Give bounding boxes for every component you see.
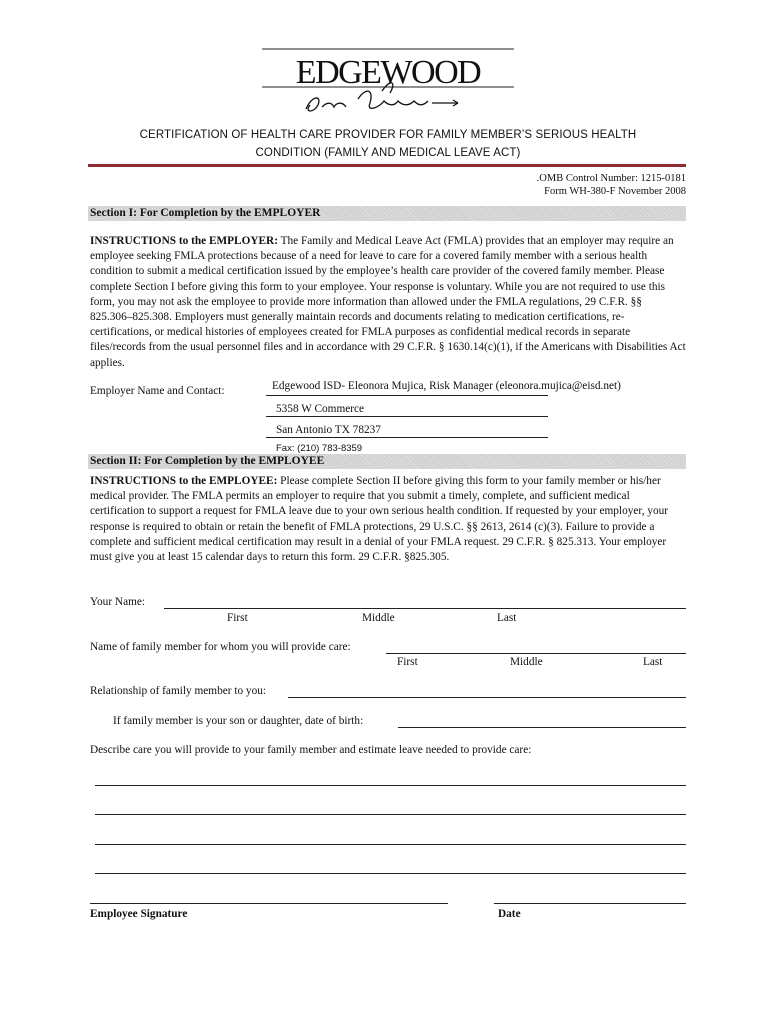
section1-heading: Section I: For Completion by the EMPLOYER [88,206,686,221]
section1-instructions [90,234,686,371]
form-number: Form WH-380-F November 2008 [544,186,686,197]
employer-line-1-underline [266,395,548,396]
section1-instructions-lead: INSTRUCTIONS to the EMPLOYER: [90,235,278,247]
edgewood-logo-graphic [262,47,514,119]
form-title [90,126,686,162]
employer-line-1[interactable]: Edgewood ISD- Eleonora Mujica, Risk Manager (eleonora.mujica@eisd.net) [272,380,621,392]
describe-care-line-2[interactable] [95,801,686,815]
relationship-input[interactable] [288,684,686,698]
family-member-label: Name of family member for whom you will provide care: [90,641,351,653]
your-name-label: Your Name: [90,596,146,608]
family-member-input[interactable] [386,640,686,654]
omb-control-number: .OMB Control Number: 1215-0181 [536,173,686,184]
date-input[interactable] [494,890,686,904]
describe-care-line-3[interactable] [95,831,686,845]
employer-contact-block [266,379,621,456]
svg-text:EDGEWOOD: EDGEWOOD [295,54,481,91]
section2-instructions [90,474,686,565]
your-name-last-caption: Last [497,612,517,624]
section2-instructions-body: Please complete Section II before giving this form to your family member or his/her medical provider. The FMLA permits an employer to require that you submit a timely, complete, and sufficient medical certification to support a request for FMLA leave due to your own serious health condition. If requested by your employer, your response is required to obtain or retain the benefit of FMLA protections, 29 U.S.C. §§ 2613, 2614 (c)(3). Failure to provide a complete and sufficient medical certification may result in a denial of your FMLA request. 29 C.F.R. § 825.313. Your employer must give you at least 15 calendar days to return this form. 29 C.F.R. §825.305. [90,475,669,564]
title-divider [88,164,686,167]
describe-care-line-1[interactable] [95,772,686,786]
employee-signature-label: Employee Signature [90,908,188,920]
family-member-first-caption: First [397,656,418,668]
section1-instructions-body: The Family and Medical Leave Act (FMLA) provides that an employer may require an employee seeking FMLA protections because of a need for leave to care for a covered family member with a serious health condition to submit a medical certification issued by the employee’s health care provider of the covered family member. Please complete Section I before giving this form to your employee. Your response is voluntary. While you are not required to use this form, you may not ask the employee to provide more information than allowed under the FMLA regulations, 29 C.F.R. §§ 825.306–825.308. Employers must generally maintain records and documents relating to medication certifications, re-certifications, or medical histories of employees created for FMLA purposes as confidential medical records in separate files/records from the usual personnel files and in accordance with 29 C.F.R. § 1630.14(c)(1), if the Americans with Disabilities Act applies. [90,235,686,369]
relationship-label: Relationship of family member to you: [90,685,267,697]
your-name-first-caption: First [227,612,248,624]
employer-name-label: Employer Name and Contact: [90,385,225,397]
edgewood-logo [262,47,514,119]
employer-line-3[interactable]: San Antonio TX 78237 [266,423,548,438]
form-title-line1: CERTIFICATION OF HEALTH CARE PROVIDER FOR FAMILY MEMBER’S SERIOUS HEALTH [139,129,637,141]
your-name-input[interactable] [164,595,686,609]
employee-signature-input[interactable] [90,890,448,904]
dob-label: If family member is your son or daughter, date of birth: [113,715,364,727]
describe-care-label: Describe care you will provide to your family member and estimate leave needed to provide care: [90,744,532,756]
date-label: Date [498,908,521,920]
section2-heading: Section II: For Completion by the EMPLOYEE [88,454,686,469]
describe-care-line-4[interactable] [95,860,686,874]
employer-line-4[interactable]: Fax: (210) 783-8359 [266,442,548,456]
employer-line-2[interactable]: 5358 W Commerce [266,402,548,417]
your-name-middle-caption: Middle [362,612,395,624]
section2-instructions-lead: INSTRUCTIONS to the EMPLOYEE: [90,475,278,487]
family-member-last-caption: Last [643,656,663,668]
form-meta [537,172,686,198]
family-member-middle-caption: Middle [510,656,543,668]
dob-input[interactable] [398,714,686,728]
form-title-line2: CONDITION (FAMILY AND MEDICAL LEAVE ACT) [255,147,521,159]
